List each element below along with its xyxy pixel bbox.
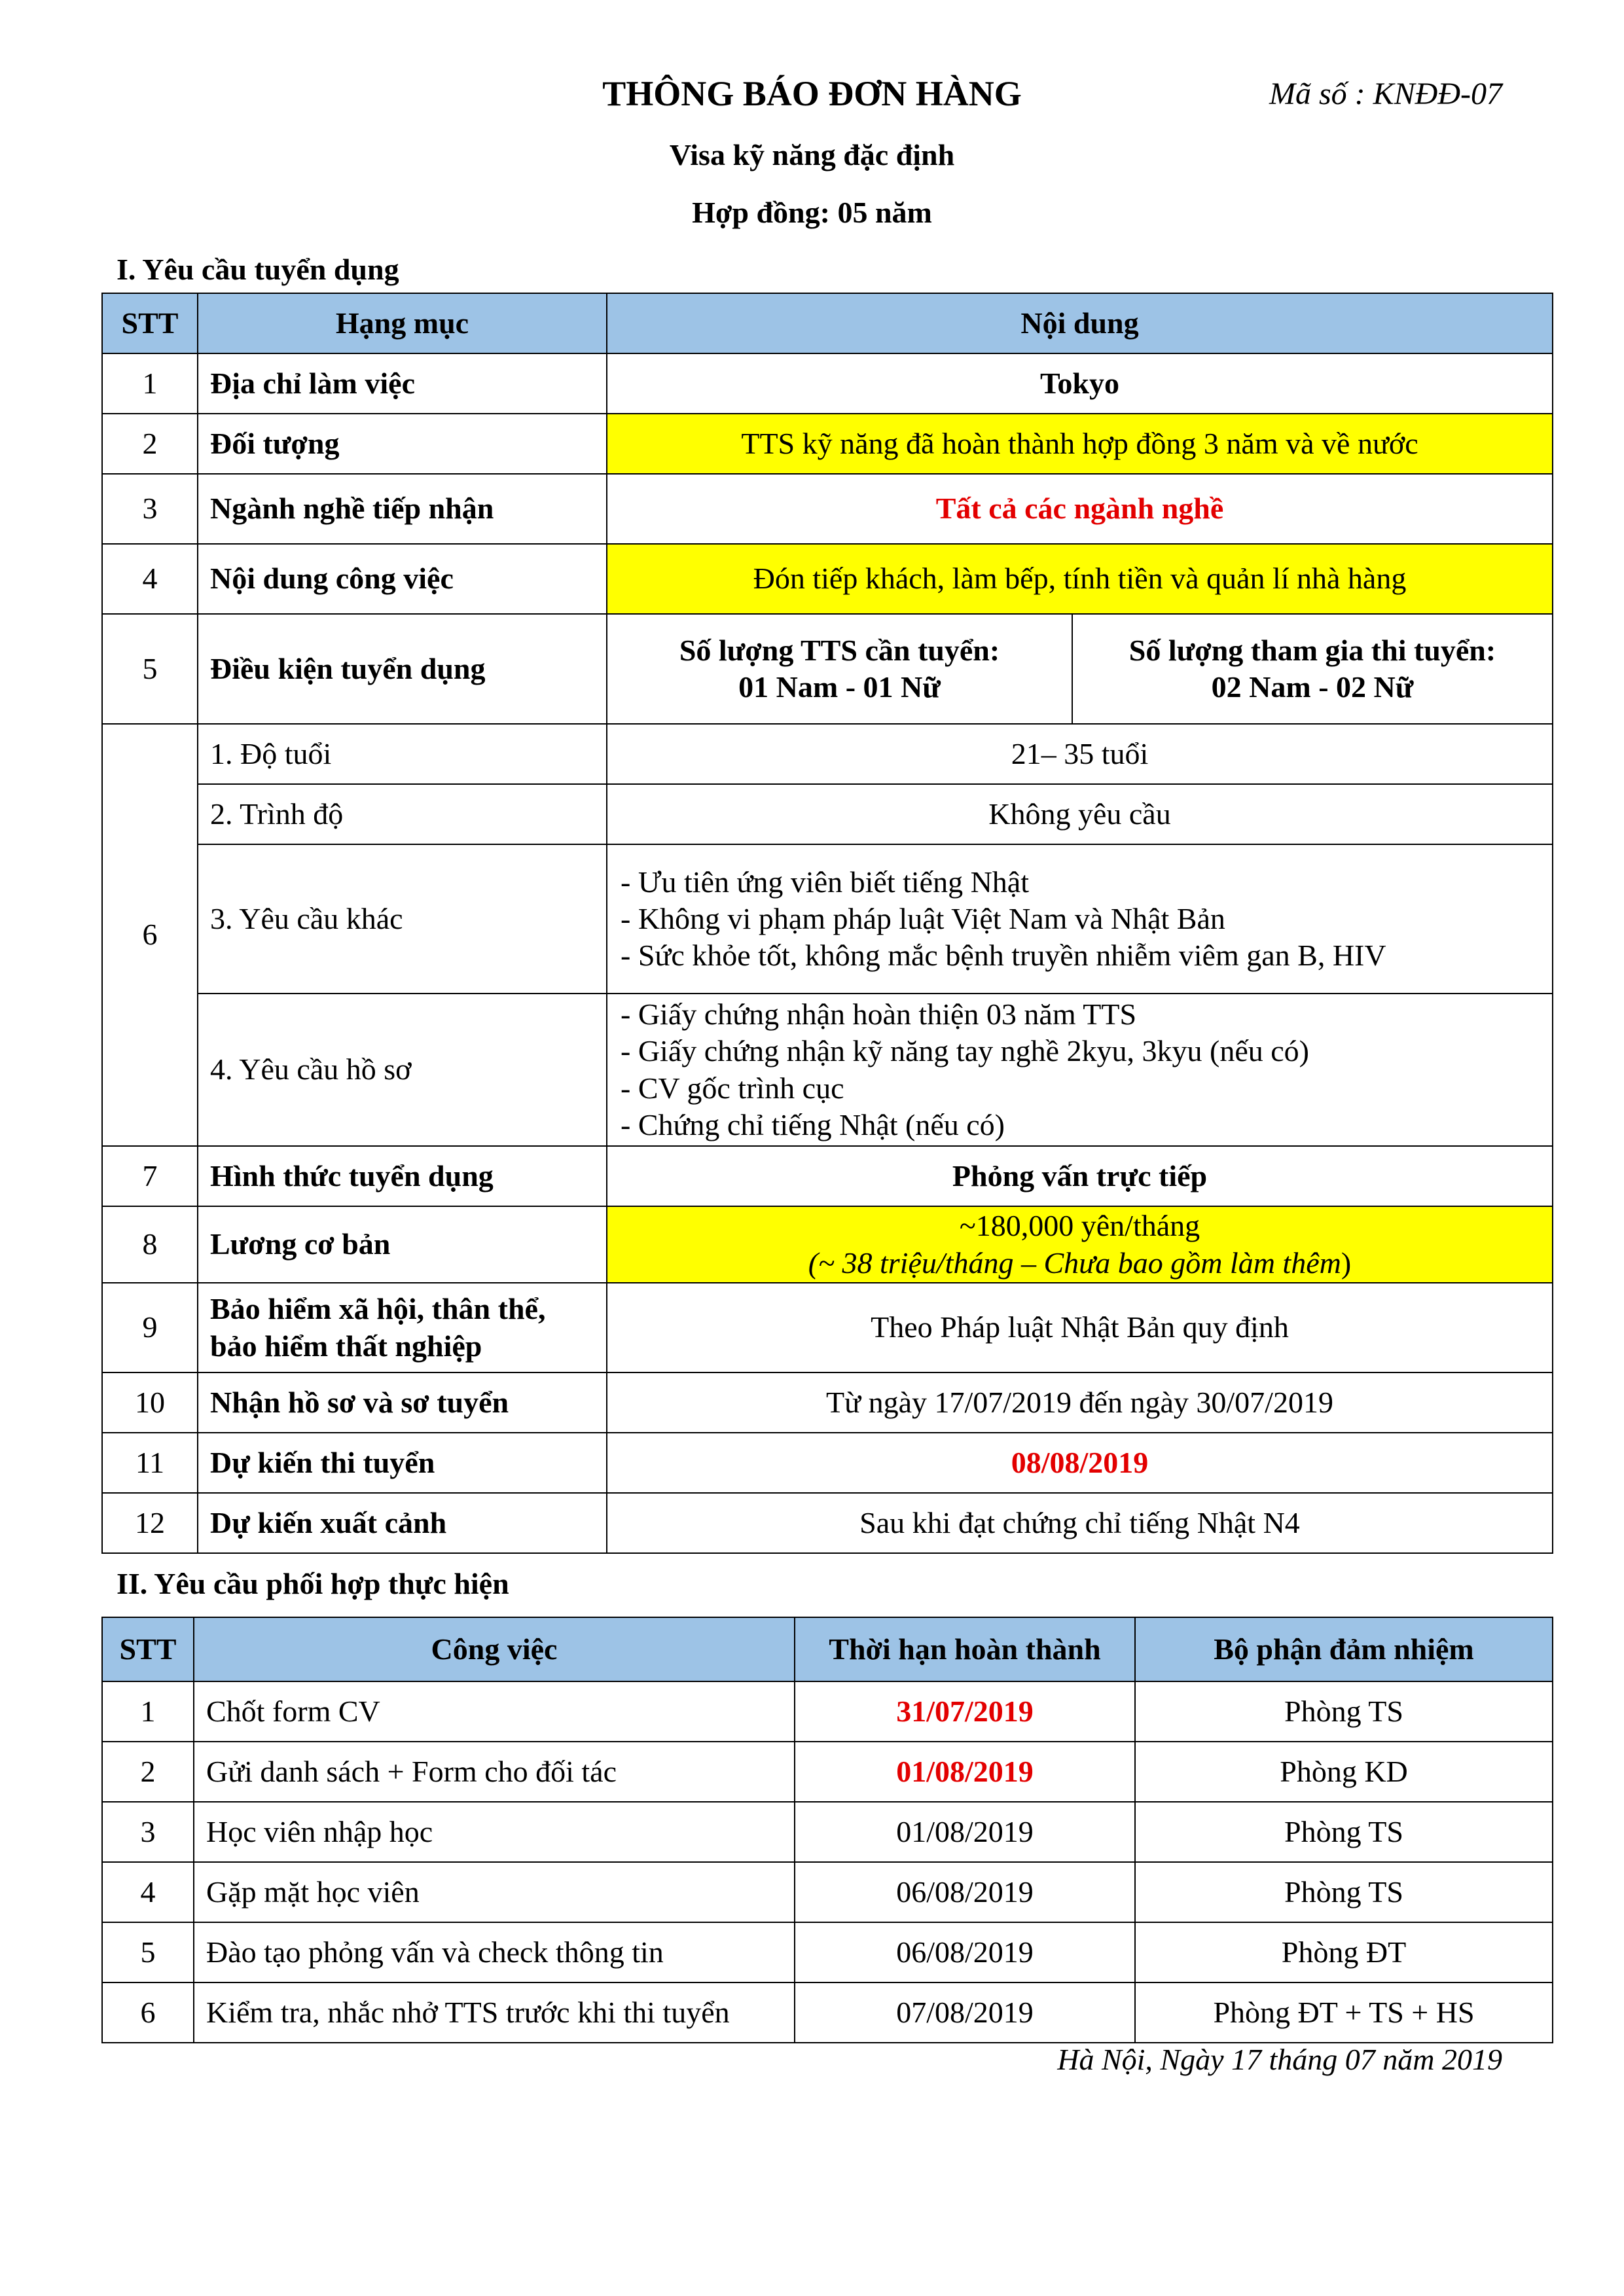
table-row (102, 1862, 1553, 1922)
salary-value: ~180,000 yên/tháng (959, 1209, 1200, 1243)
row-stt: 3 (102, 1802, 194, 1862)
row-stt: 6 (102, 1982, 194, 2043)
row-dept: Phòng TS (1135, 1681, 1553, 1742)
row-dept: Phòng TS (1135, 1802, 1553, 1862)
row-item: 2. Trình độ (198, 784, 607, 844)
row-item: Lương cơ bản (198, 1206, 607, 1283)
row-deadline: 01/08/2019 (795, 1742, 1135, 1802)
date-signature-line: Hà Nội, Ngày 17 tháng 07 năm 2019 (1057, 2043, 1502, 2076)
document-code: Mã số : KNĐĐ-07 (1269, 77, 1502, 111)
col-header-stt: STT (102, 1617, 194, 1681)
table-header-row (102, 293, 1553, 353)
table-row (102, 1681, 1553, 1742)
recruitment-requirements-table (101, 293, 1553, 1554)
row-stt: 5 (102, 1922, 194, 1982)
row-task: Gửi danh sách + Form cho đối tác (194, 1742, 795, 1802)
salary-note (619, 1245, 1540, 1282)
col-header-content: Nội dung (607, 293, 1553, 353)
row-deadline: 31/07/2019 (795, 1681, 1135, 1742)
table-row (102, 1372, 1553, 1433)
row-stt: 3 (102, 474, 198, 544)
salary-note-close: ) (1341, 1246, 1352, 1280)
table-row (102, 1283, 1553, 1372)
row-content: 08/08/2019 (607, 1433, 1553, 1493)
table-row (102, 1982, 1553, 2043)
row-stt: 4 (102, 544, 198, 614)
table-row (102, 1922, 1553, 1982)
row-item: Nội dung công việc (198, 544, 607, 614)
document-requirements-list (607, 994, 1553, 1146)
salary-note-text: (~ 38 triệu/tháng – Chưa bao gồm làm thêm (808, 1246, 1341, 1280)
row-item: 3. Yêu cầu khác (198, 844, 607, 994)
row-stt: 11 (102, 1433, 198, 1493)
table-row (102, 1206, 1553, 1283)
row-dept: Phòng ĐT (1135, 1922, 1553, 1982)
row-item: Ngành nghề tiếp nhận (198, 474, 607, 544)
row-content: Phỏng vấn trực tiếp (607, 1146, 1553, 1206)
row-content: Tokyo (607, 353, 1553, 414)
row-stt: 2 (102, 414, 198, 474)
row-content: Đón tiếp khách, làm bếp, tính tiền và quản lí nhà hàng (607, 544, 1553, 614)
table-row (102, 1146, 1553, 1206)
coordination-table (101, 1617, 1553, 2043)
row-item: Đối tượng (198, 414, 607, 474)
trainees-needed-label: Số lượng TTS cần tuyển: (679, 633, 1000, 667)
col-header-dept: Bộ phận đảm nhiệm (1135, 1617, 1553, 1681)
trainees-needed (607, 614, 1072, 724)
row-stt: 8 (102, 1206, 198, 1283)
candidates-exam-value: 02 Nam - 02 Nữ (1211, 670, 1414, 704)
row-dept: Phòng ĐT + TS + HS (1135, 1982, 1553, 2043)
table-row (102, 1742, 1553, 1802)
row-stt: 12 (102, 1493, 198, 1553)
table-row (102, 1493, 1553, 1553)
table-row (102, 614, 1553, 724)
row-content: Theo Pháp luật Nhật Bản quy định (607, 1283, 1553, 1372)
row-stt: 2 (102, 1742, 194, 1802)
row-dept: Phòng TS (1135, 1862, 1553, 1922)
row-task: Đào tạo phỏng vấn và check thông tin (194, 1922, 795, 1982)
table-header-row (102, 1617, 1553, 1681)
other-requirements-list (607, 844, 1553, 994)
row-content: TTS kỹ năng đã hoàn thành hợp đồng 3 năm và về nước (607, 414, 1553, 474)
list-item: - Giấy chứng nhận kỹ năng tay nghề 2kyu, 3kyu (nếu có) (621, 1034, 1310, 1068)
row-stt: 1 (102, 353, 198, 414)
row-item-line: Bảo hiểm xã hội, thân thể, (210, 1292, 546, 1326)
salary-content (607, 1206, 1553, 1283)
row-stt: 10 (102, 1372, 198, 1433)
row-task: Chốt form CV (194, 1681, 795, 1742)
row-stt: 9 (102, 1283, 198, 1372)
list-item: - CV gốc trình cục (621, 1071, 844, 1105)
row-task: Học viên nhập học (194, 1802, 795, 1862)
list-item: - Ưu tiên ứng viên biết tiếng Nhật (621, 865, 1029, 899)
row-item (198, 1283, 607, 1372)
page-title: THÔNG BÁO ĐƠN HÀNG (602, 74, 1022, 113)
contract-term: Hợp đồng: 05 năm (692, 196, 932, 229)
col-header-task: Công việc (194, 1617, 795, 1681)
row-content: 21– 35 tuổi (607, 724, 1553, 784)
row-item-line: bảo hiểm thất nghiệp (210, 1329, 482, 1363)
row-stt: 4 (102, 1862, 194, 1922)
row-item: Hình thức tuyển dụng (198, 1146, 607, 1206)
table-row (102, 724, 1553, 784)
candidates-exam (1072, 614, 1553, 724)
row-dept: Phòng KD (1135, 1742, 1553, 1802)
row-stt: 5 (102, 614, 198, 724)
table-row (102, 474, 1553, 544)
row-stt: 7 (102, 1146, 198, 1206)
row-item: Điều kiện tuyển dụng (198, 614, 607, 724)
row-content: Tất cả các ngành nghề (607, 474, 1553, 544)
table-row (102, 1433, 1553, 1493)
col-header-stt: STT (102, 293, 198, 353)
candidates-exam-label: Số lượng tham gia thi tuyển: (1128, 633, 1496, 667)
list-item: - Sức khỏe tốt, không mắc bệnh truyền nhiễm viêm gan B, HIV (621, 939, 1386, 973)
row-deadline: 01/08/2019 (795, 1802, 1135, 1862)
table-row (102, 784, 1553, 844)
table-row (102, 994, 1553, 1146)
row-task: Kiểm tra, nhắc nhở TTS trước khi thi tuyển (194, 1982, 795, 2043)
table-row (102, 414, 1553, 474)
row-item: Dự kiến xuất cảnh (198, 1493, 607, 1553)
col-header-deadline: Thời hạn hoàn thành (795, 1617, 1135, 1681)
row-stt: 1 (102, 1681, 194, 1742)
trainees-needed-value: 01 Nam - 01 Nữ (738, 670, 941, 704)
section-2-heading: II. Yêu cầu phối hợp thực hiện (117, 1567, 509, 1600)
visa-type: Visa kỹ năng đặc định (669, 138, 955, 171)
list-item: - Chứng chỉ tiếng Nhật (nếu có) (621, 1107, 1005, 1141)
table-row (102, 353, 1553, 414)
row-stt: 6 (102, 724, 198, 1146)
row-content: Từ ngày 17/07/2019 đến ngày 30/07/2019 (607, 1372, 1553, 1433)
row-item: 1. Độ tuổi (198, 724, 607, 784)
table-row (102, 844, 1553, 994)
row-deadline: 06/08/2019 (795, 1862, 1135, 1922)
row-item: Địa chỉ làm việc (198, 353, 607, 414)
row-content: Sau khi đạt chứng chỉ tiếng Nhật N4 (607, 1493, 1553, 1553)
list-item: - Giấy chứng nhận hoàn thiện 03 năm TTS (621, 997, 1137, 1031)
table-row (102, 1802, 1553, 1862)
row-item: 4. Yêu cầu hồ sơ (198, 994, 607, 1146)
row-deadline: 07/08/2019 (795, 1982, 1135, 2043)
row-task: Gặp mặt học viên (194, 1862, 795, 1922)
row-item: Nhận hồ sơ và sơ tuyển (198, 1372, 607, 1433)
section-1-heading: I. Yêu cầu tuyển dụng (117, 253, 399, 286)
row-content: Không yêu cầu (607, 784, 1553, 844)
list-item: - Không vi phạm pháp luật Việt Nam và Nhật Bản (621, 901, 1225, 935)
row-item: Dự kiến thi tuyển (198, 1433, 607, 1493)
row-deadline: 06/08/2019 (795, 1922, 1135, 1982)
col-header-item: Hạng mục (198, 293, 607, 353)
table-row (102, 544, 1553, 614)
